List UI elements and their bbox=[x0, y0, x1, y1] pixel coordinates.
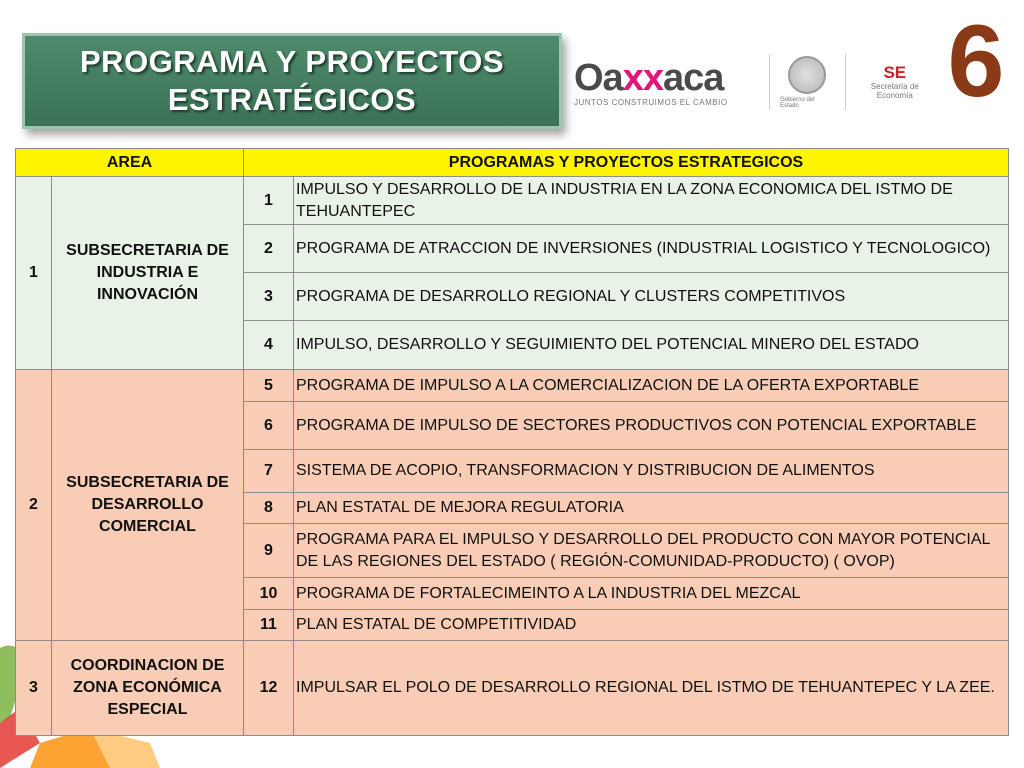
program-number: 8 bbox=[244, 493, 294, 524]
program-number: 4 bbox=[244, 321, 294, 370]
program-number: 11 bbox=[244, 610, 294, 641]
program-number: 7 bbox=[244, 450, 294, 493]
program-name: PROGRAMA DE ATRACCION DE INVERSIONES (INDUSTRIAL LOGISTICO Y TECNOLOGICO) bbox=[294, 225, 1009, 273]
area-name: COORDINACION DE ZONA ECONÓMICA ESPECIAL bbox=[52, 641, 244, 736]
program-name: PROGRAMA PARA EL IMPULSO Y DESARROLLO DEL PRODUCTO CON MAYOR POTENCIAL DE LAS REGIONES DEL ESTADO ( REGIÓN-COMUNIDAD-PRODUCTO) ( OVOP) bbox=[294, 524, 1009, 578]
program-name: PLAN ESTATAL DE COMPETITIVIDAD bbox=[294, 610, 1009, 641]
programs-table bbox=[15, 148, 1009, 736]
program-number: 9 bbox=[244, 524, 294, 578]
program-name: IMPULSAR EL POLO DE DESARROLLO REGIONAL DEL ISTMO DE TEHUANTEPEC Y LA ZEE. bbox=[294, 641, 1009, 736]
se-abbr: SE bbox=[883, 63, 907, 82]
title-banner bbox=[22, 33, 562, 129]
program-number: 6 bbox=[244, 402, 294, 450]
area-number: 1 bbox=[16, 177, 52, 370]
title-line-1: PROGRAMA Y PROYECTOS bbox=[80, 44, 504, 79]
table-row bbox=[16, 177, 1009, 225]
seal-icon bbox=[788, 56, 826, 94]
program-number: 12 bbox=[244, 641, 294, 736]
table-row bbox=[16, 370, 1009, 402]
program-number: 3 bbox=[244, 273, 294, 321]
logo-divider bbox=[769, 54, 770, 110]
program-number: 5 bbox=[244, 370, 294, 402]
program-number: 10 bbox=[244, 578, 294, 610]
se-text-1: Secretaría de bbox=[870, 82, 919, 91]
area-number: 3 bbox=[16, 641, 52, 736]
oaxaca-slogan: JUNTOS CONSTRUIMOS EL CAMBIO bbox=[574, 97, 728, 107]
area-name: SUBSECRETARIA DE INDUSTRIA E INNOVACIÓN bbox=[52, 177, 244, 370]
program-name: IMPULSO, DESARROLLO Y SEGUIMIENTO DEL POTENCIAL MINERO DEL ESTADO bbox=[294, 321, 1009, 370]
title-line-2: ESTRATÉGICOS bbox=[167, 82, 417, 117]
state-seal bbox=[780, 56, 835, 109]
oaxaca-logo-start: Oa bbox=[574, 56, 623, 99]
program-name: PROGRAMA DE IMPULSO A LA COMERCIALIZACION DE LA OFERTA EXPORTABLE bbox=[294, 370, 1009, 402]
program-number: 2 bbox=[244, 225, 294, 273]
program-name: PLAN ESTATAL DE MEJORA REGULATORIA bbox=[294, 493, 1009, 524]
table-row bbox=[16, 641, 1009, 736]
oaxaca-logo-end: aca bbox=[662, 56, 724, 99]
area-name: SUBSECRETARIA DE DESARROLLO COMERCIAL bbox=[52, 370, 244, 641]
oaxaca-logo-mid: xx bbox=[622, 56, 663, 99]
logos bbox=[566, 46, 926, 118]
page-number: 6 bbox=[947, 4, 1005, 118]
program-name: PROGRAMA DE IMPULSO DE SECTORES PRODUCTIVOS CON POTENCIAL EXPORTABLE bbox=[294, 402, 1009, 450]
seal-text: Gobierno del Estado bbox=[780, 96, 815, 109]
header-area: AREA bbox=[16, 149, 244, 177]
area-number: 2 bbox=[16, 370, 52, 641]
table-header bbox=[16, 149, 1009, 177]
program-name: PROGRAMA DE DESARROLLO REGIONAL Y CLUSTERS COMPETITIVOS bbox=[294, 273, 1009, 321]
logo-divider bbox=[845, 54, 846, 110]
se-text-2: Economía bbox=[876, 91, 913, 100]
program-name: PROGRAMA DE FORTALECIMEINTO A LA INDUSTRIA DEL MEZCAL bbox=[294, 578, 1009, 610]
se-logo bbox=[864, 64, 926, 100]
oaxaca-logo bbox=[566, 58, 759, 107]
program-number: 1 bbox=[244, 177, 294, 225]
program-name: SISTEMA DE ACOPIO, TRANSFORMACION Y DISTRIBUCION DE ALIMENTOS bbox=[294, 450, 1009, 493]
header-programs: PROGRAMAS Y PROYECTOS ESTRATEGICOS bbox=[244, 149, 1009, 177]
program-name: IMPULSO Y DESARROLLO DE LA INDUSTRIA EN LA ZONA ECONOMICA DEL ISTMO DE TEHUANTEPEC bbox=[294, 177, 1009, 225]
